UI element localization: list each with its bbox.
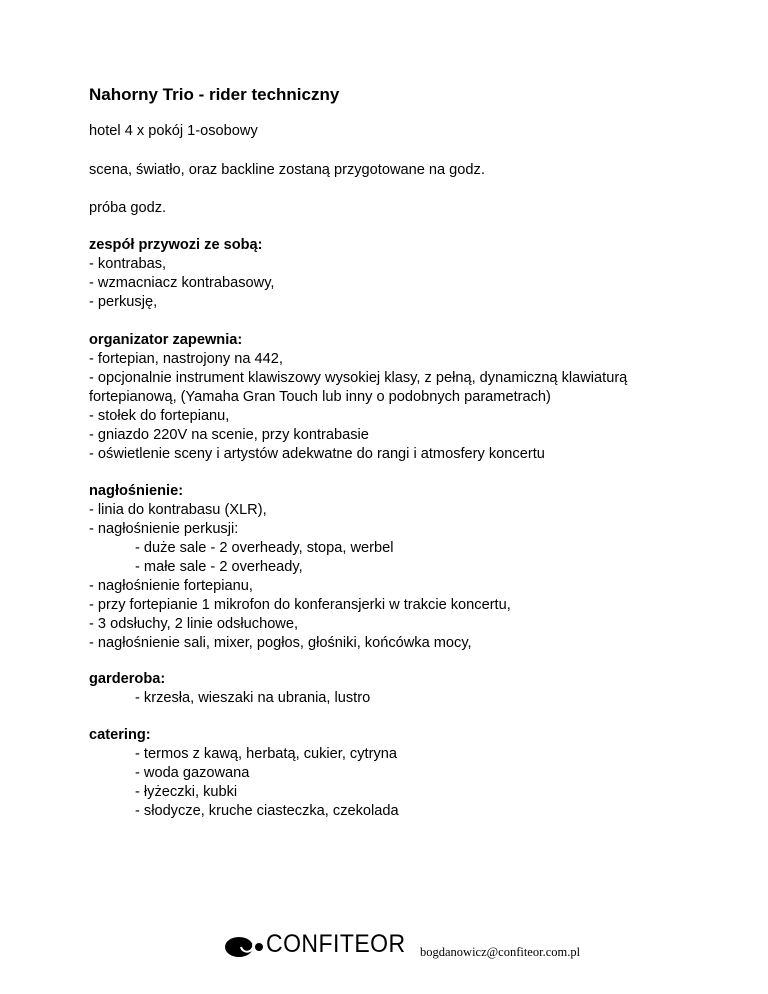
document-title: Nahorny Trio - rider techniczny [89, 85, 340, 104]
band-item: - perkusję, [89, 294, 158, 310]
organizer-item: - oświetlenie sceny i artystów adekwatne do rangi i atmosfery koncertu [89, 446, 545, 462]
sound-item: - przy fortepianie 1 mikrofon do konferansjerki w trakcie koncertu, [89, 597, 511, 613]
sound-item: - nagłośnienie perkusji: [89, 521, 239, 537]
band-heading: zespół przywozi ze sobą: [89, 237, 263, 253]
catering-item: - słodycze, kruche ciasteczka, czekolada [135, 803, 399, 819]
sound-heading: nagłośnienie: [89, 483, 184, 499]
rehearsal-line: próba godz. [89, 200, 167, 216]
wardrobe-heading: garderoba: [89, 671, 166, 687]
contact-email[interactable]: bogdanowicz@confiteor.com.pl [420, 945, 581, 959]
wardrobe-item: - krzesła, wieszaki na ubrania, lustro [135, 690, 371, 706]
confiteor-logo-icon [225, 935, 265, 959]
stage-line: scena, światło, oraz backline zostaną przygotowane na godz. [89, 162, 485, 178]
organizer-item: - gniazdo 220V na scenie, przy kontrabasie [89, 427, 369, 443]
catering-heading: catering: [89, 727, 151, 743]
band-item: - wzmacniacz kontrabasowy, [89, 275, 275, 291]
catering-item: - termos z kawą, herbatą, cukier, cytryna [135, 746, 397, 762]
sound-item: - linia do kontrabasu (XLR), [89, 502, 267, 518]
sound-item: - nagłośnienie fortepianu, [89, 578, 253, 594]
organizer-item: - stołek do fortepianu, [89, 408, 230, 424]
sound-subitem: - małe sale - 2 overheady, [135, 559, 303, 575]
sound-item: - 3 odsłuchy, 2 linie odsłuchowe, [89, 616, 299, 632]
catering-item: - woda gazowana [135, 765, 250, 781]
catering-item: - łyżeczki, kubki [135, 784, 238, 800]
sound-item: - nagłośnienie sali, mixer, pogłos, głośniki, końcówka mocy, [89, 635, 472, 651]
organizer-item: - fortepian, nastrojony na 442, [89, 351, 283, 367]
sound-subitem: - duże sale - 2 overheady, stopa, werbel [135, 540, 394, 556]
organizer-heading: organizator zapewnia: [89, 332, 243, 348]
hotel-line: hotel 4 x pokój 1-osobowy [89, 123, 258, 139]
brand-name: CONFITEOR [266, 930, 406, 958]
band-item: - kontrabas, [89, 256, 167, 272]
organizer-item: fortepianową, (Yamaha Gran Touch lub inny o podobnych parametrach) [89, 389, 551, 405]
organizer-item: - opcjonalnie instrument klawiszowy wysokiej klasy, z pełną, dynamiczną klawiaturą [89, 370, 628, 386]
footer-logo [225, 928, 585, 968]
